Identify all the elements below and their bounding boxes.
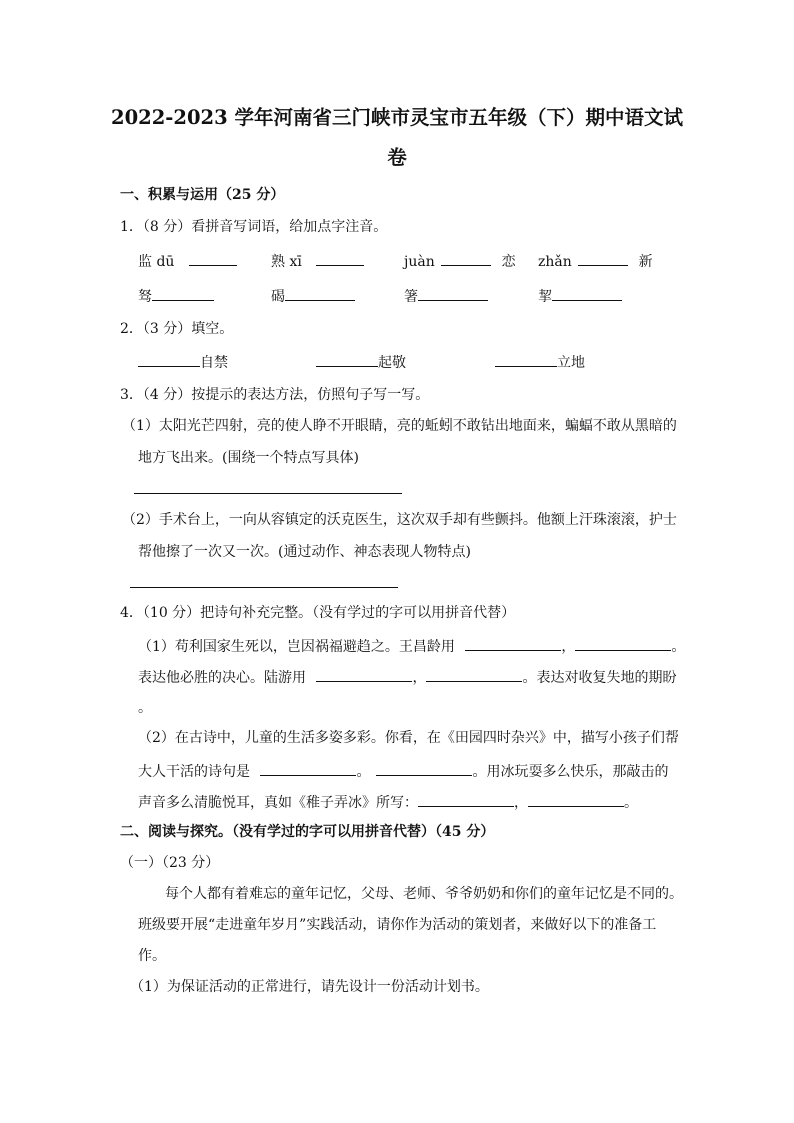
page-title-line-2: 卷 <box>387 146 407 169</box>
q1-item-2-label: 熟 xī <box>271 254 302 270</box>
q2-item-1-blank[interactable] <box>138 352 200 367</box>
q1-item-8 <box>538 286 622 306</box>
q4-part1-comma: ， <box>561 639 576 655</box>
q4-part1-line2 <box>138 667 676 687</box>
q1-item-1-label: 监 dū <box>138 254 175 270</box>
q2-stem: 2．（3 分）填空。 <box>120 321 234 337</box>
q4-part2-text-b-end: 。用冰玩耍多么快乐，那敲击的 <box>472 764 669 780</box>
q4-part2-text-c: 声音多么清脆悦耳，真如《稚子弄冰》所写： <box>138 795 418 811</box>
q4-part1-blank-2[interactable] <box>575 636 671 651</box>
q1-item-5-label: 驽 <box>138 289 152 305</box>
q4-part2-text-b: 大人干活的诗句是 <box>138 764 250 780</box>
q1-item-6 <box>271 286 355 306</box>
q4-part2-line2 <box>138 761 668 781</box>
q1-item-5 <box>138 286 214 306</box>
q3-part1-line1: （1）太阳光芒四射，亮的使人睁不开眼睛，亮的蚯蚓不敢钻出地面来，蝙蝠不敢从黑暗的 <box>122 418 677 434</box>
q4-part2-line1: （2）在古诗中，儿童的生活多姿多彩。你看，在《田园四时杂兴》中，描写小孩子们帮 <box>138 730 679 746</box>
q1-item-7-label: 箸 <box>404 289 418 305</box>
q4-part1-line3: 。 <box>138 700 152 716</box>
q1-item-3 <box>404 251 516 271</box>
q2-item-3 <box>495 352 585 372</box>
q4-stem: 4．（10 分）把诗句补充完整。（没有学过的字可以用拼音代替） <box>120 605 516 621</box>
q3-part1-answer-line[interactable] <box>134 493 402 494</box>
q4-part2-blank-2[interactable] <box>376 761 472 776</box>
q1-item-4-label: zhǎn <box>538 254 572 270</box>
part1-para-line3: 作。 <box>138 948 166 964</box>
q2-item-3-text: 立地 <box>557 355 585 371</box>
q1-item-4-blank[interactable] <box>578 251 628 266</box>
q2-item-2 <box>316 352 406 372</box>
q1-item-6-label: 碣 <box>271 289 285 305</box>
section-1-heading: 一、积累与运用（25 分） <box>120 187 285 203</box>
q3-part2-line2: 帮他擦了一次又一次。(通过动作、神态表现人物特点) <box>138 544 471 560</box>
part1-para-line1: 每个人都有着难忘的童年记忆，父母、老师、爷爷奶奶和你们的童年记忆是不同的。 <box>165 886 683 902</box>
part1-question-1: （1）为保证活动的正常进行，请先设计一份活动计划书。 <box>130 979 489 995</box>
q4-part1-blank-4[interactable] <box>426 667 522 682</box>
q3-part2-line1: （2）手术台上，一向从容镇定的沃克医生，这次双手却有些颤抖。他额上汗珠滚滚，护士 <box>122 512 677 528</box>
q4-part1-text-a: （1）苟利国家生死以，岂因祸福避趋之。王昌龄用 <box>138 639 455 655</box>
q1-item-6-blank[interactable] <box>285 286 355 301</box>
q4-part2-comma: ， <box>514 795 528 811</box>
q3-part2-answer-line[interactable] <box>130 587 398 588</box>
q1-item-3-blank[interactable] <box>441 251 491 266</box>
q1-item-5-blank[interactable] <box>152 286 214 301</box>
q1-item-4-suffix: 新 <box>638 254 653 270</box>
q2-item-2-blank[interactable] <box>316 352 378 367</box>
q1-item-7 <box>404 286 488 306</box>
q4-part1-text-b: 表达他必胜的决心。陆游用 <box>138 670 306 686</box>
q3-stem: 3．（4 分）按提示的表达方法，仿照句子写一写。 <box>120 387 430 403</box>
page-title-line-1: 2022-2023 学年河南省三门峡市灵宝市五年级（下）期中语文试 <box>111 106 683 129</box>
q1-item-2-blank[interactable] <box>316 251 364 266</box>
q1-item-3-label: juàn <box>404 254 435 270</box>
q4-part1-comma-2: ， <box>412 670 427 686</box>
q4-part2-line3 <box>138 792 638 812</box>
part1-para-line2: 班级要开展“走进童年岁月”实践活动，请你作为活动的策划者，来做好以下的准备工 <box>138 917 657 933</box>
q4-part2-period-1: 。 <box>356 764 371 780</box>
q4-part2-period-2: 。 <box>624 795 638 811</box>
q4-part1-period: 。 <box>671 639 686 655</box>
q2-item-2-text: 起敬 <box>378 355 406 371</box>
q1-item-7-blank[interactable] <box>418 286 488 301</box>
q1-item-8-label: 挈 <box>538 289 552 305</box>
q4-part1-text-b-end: 。表达对收复失地的期盼 <box>522 670 677 686</box>
q1-item-1-blank[interactable] <box>189 251 237 266</box>
q1-item-3-suffix: 恋 <box>501 254 516 270</box>
q4-part2-blank-4[interactable] <box>528 792 624 807</box>
q2-item-3-blank[interactable] <box>495 352 557 367</box>
q1-item-2 <box>271 251 364 271</box>
q4-part1-blank-1[interactable] <box>465 636 561 651</box>
q4-part2-blank-3[interactable] <box>418 792 514 807</box>
q3-part1-line2: 地方飞出来。(围绕一个特点写具体) <box>138 450 359 466</box>
q2-item-1-text: 自禁 <box>200 355 228 371</box>
q1-item-1 <box>138 251 237 271</box>
q1-stem: 1．（8 分）看拼音写词语，给加点字注音。 <box>120 219 388 235</box>
q2-item-1 <box>138 352 228 372</box>
part1-label: （一）（23 分） <box>120 855 220 871</box>
q1-item-8-blank[interactable] <box>552 286 622 301</box>
q4-part1-line1 <box>138 636 685 656</box>
q4-part1-blank-3[interactable] <box>316 667 412 682</box>
q4-part2-blank-1[interactable] <box>260 761 356 776</box>
q1-item-4 <box>538 251 653 271</box>
section-2-heading: 二、阅读与探究。（没有学过的字可以用拼音代替）（45 分） <box>120 824 495 840</box>
